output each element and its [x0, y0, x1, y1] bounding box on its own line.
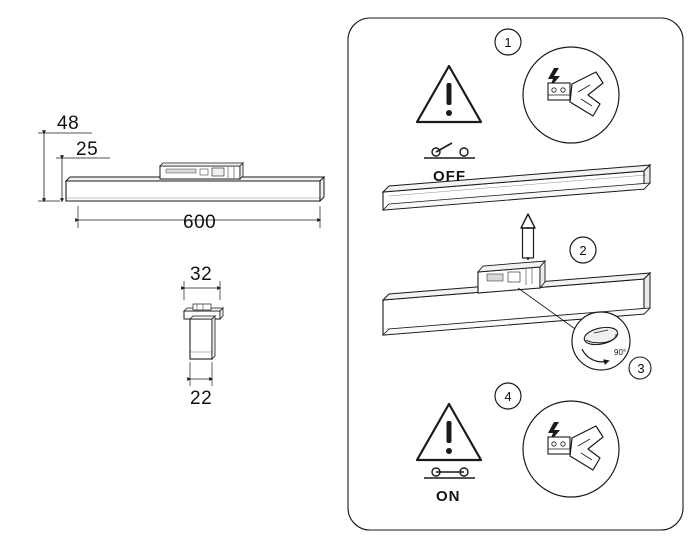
step3-angle-label: 90°: [614, 348, 627, 357]
step3-rotation-callout: [572, 312, 630, 370]
step2-direction-arrow: [521, 214, 535, 260]
dimension-width-top: 32: [190, 264, 213, 285]
step4-switch-on: [424, 468, 475, 478]
step4-detail-callout: [523, 401, 619, 497]
step2-adapter-module: [478, 261, 545, 293]
step1-warning-triangle: [417, 66, 481, 122]
step2-number: 2: [579, 243, 587, 258]
step1-switch-label: OFF: [433, 168, 466, 185]
dimension-height-body: 25: [76, 139, 99, 160]
front-view-adapter: [160, 163, 243, 179]
step4-number: 4: [504, 389, 512, 404]
dimension-height-total: 48: [57, 113, 80, 134]
step1-number: 1: [504, 35, 512, 50]
side-view-drawing: [184, 281, 223, 386]
step4-warning-triangle: [417, 404, 481, 460]
step2-upper-luminaire: [383, 165, 650, 210]
step3-number: 3: [637, 361, 645, 376]
step1-switch-off: [424, 143, 475, 158]
dimension-length: 600: [183, 212, 217, 233]
step4-switch-label: ON: [436, 488, 461, 505]
step1-detail-callout: [523, 47, 619, 143]
dimension-width-bottom: 22: [190, 388, 213, 409]
